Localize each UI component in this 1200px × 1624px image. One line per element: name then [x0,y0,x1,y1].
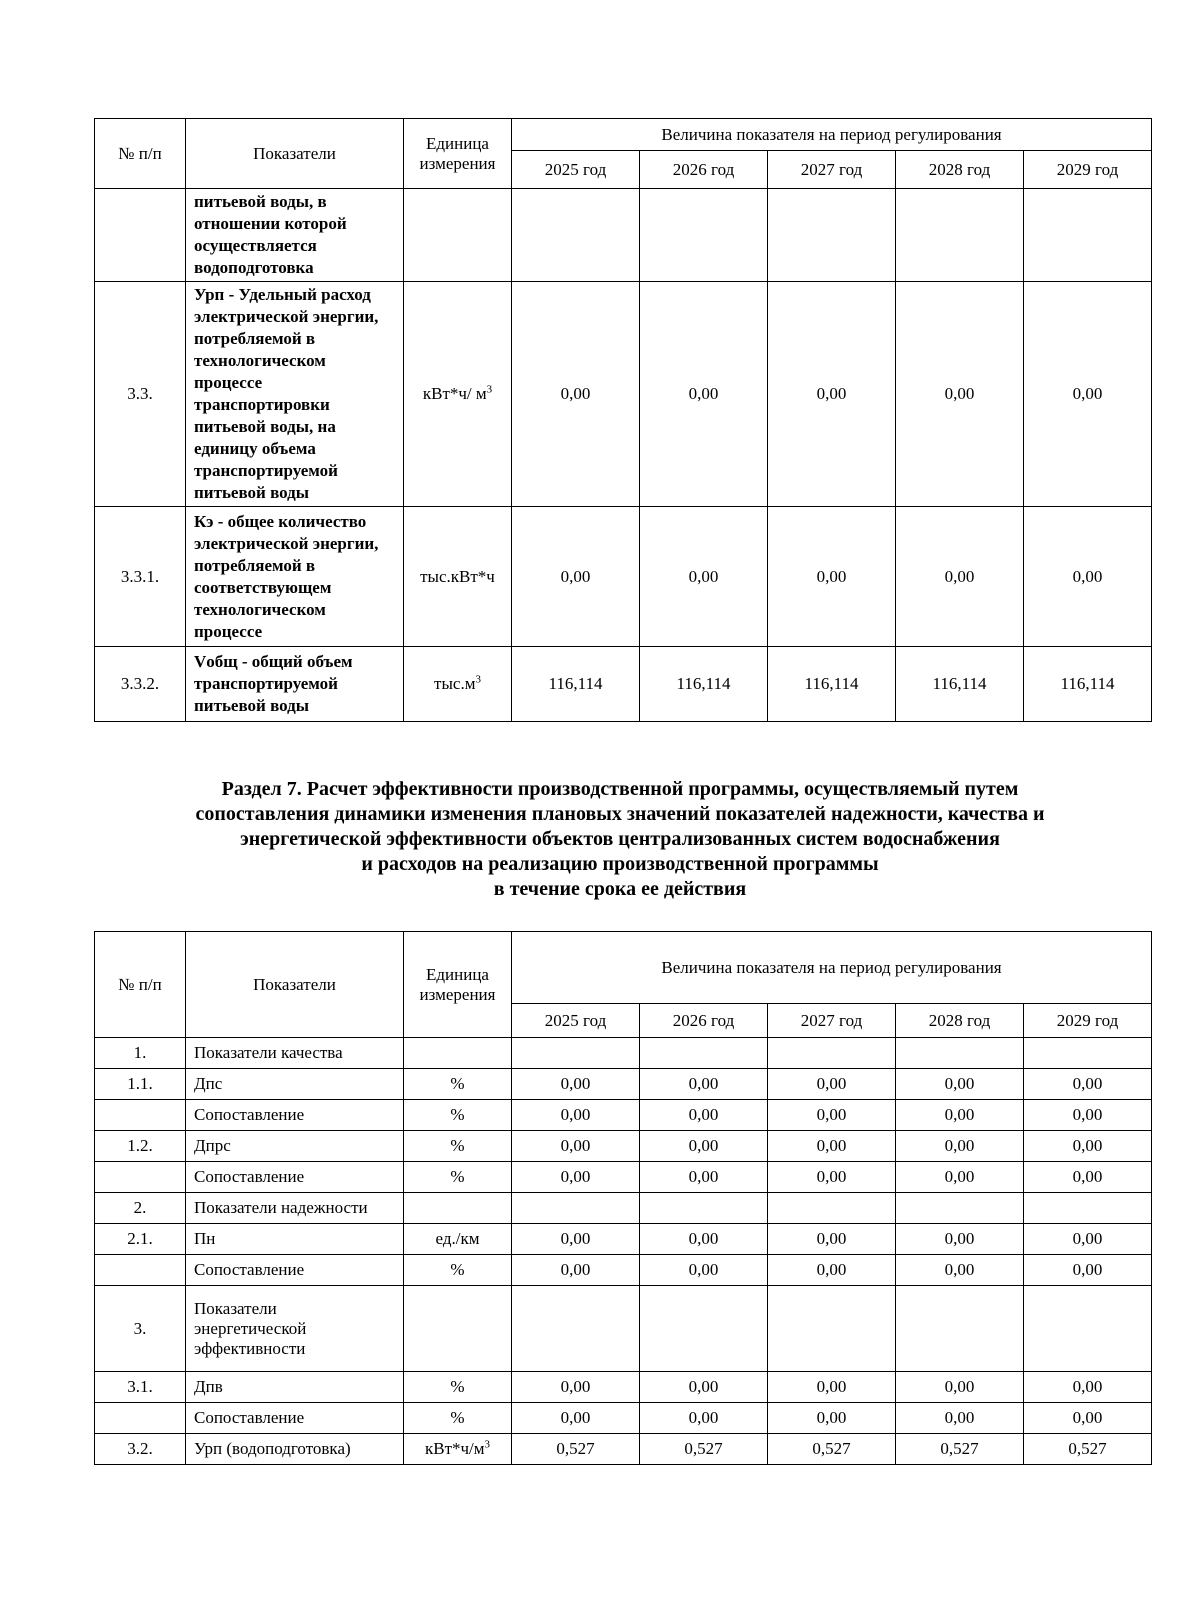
row-value: 0,00 [1024,1255,1152,1286]
section-7-title [60,777,1180,902]
table-row [95,1038,1152,1069]
header-year: 2027 год [768,1004,896,1038]
row-num: 1.1. [95,1069,186,1100]
row-value [896,1038,1024,1069]
header-year: 2025 год [512,151,640,189]
table-row [95,282,1152,507]
row-value: 0,00 [512,1162,640,1193]
row-name: Дпс [186,1069,404,1100]
row-value: 0,00 [640,1372,768,1403]
row-value: 0,00 [1024,282,1152,507]
row-unit: % [404,1131,512,1162]
table-row [95,1372,1152,1403]
row-unit: ед./км [404,1224,512,1255]
row-num: 2.1. [95,1224,186,1255]
row-value: 0,00 [768,282,896,507]
row-value: 0,00 [1024,1131,1152,1162]
row-value: 0,00 [1024,1162,1152,1193]
row-value: 0,00 [896,1224,1024,1255]
row-name: Урп - Удельный расход электрической энергии, потребляемой в технологическом процессе транспортировки питьевой воды, на единицу объема транспортируемой питьевой воды [186,282,404,507]
row-value: 0,00 [768,507,896,647]
row-num: 3.2. [95,1434,186,1465]
row-value [1024,189,1152,282]
row-value [1024,1286,1152,1372]
row-unit: % [404,1403,512,1434]
title-line: в течение срока ее действия [493,878,747,900]
row-unit [404,1286,512,1372]
table-row [95,1193,1152,1224]
row-value [1024,1038,1152,1069]
row-value: 0,527 [640,1434,768,1465]
row-value: 0,00 [1024,507,1152,647]
row-value [640,1193,768,1224]
row-value: 0,00 [640,1131,768,1162]
row-num [95,189,186,282]
row-value: 0,00 [512,1100,640,1131]
table-row [95,1434,1152,1465]
efficiency-table [94,931,1152,1465]
row-value: 0,527 [896,1434,1024,1465]
row-num [95,1162,186,1193]
row-value: 0,00 [896,1100,1024,1131]
row-num: 3.3.1. [95,507,186,647]
row-name: Урп (водоподготовка) [186,1434,404,1465]
row-value [640,1038,768,1069]
row-value: 0,00 [1024,1372,1152,1403]
row-value: 0,00 [896,282,1024,507]
row-unit: % [404,1100,512,1131]
row-value: 0,00 [1024,1100,1152,1131]
row-value [640,1286,768,1372]
header-year: 2028 год [896,151,1024,189]
header-year: 2029 год [1024,1004,1152,1038]
row-value: 0,00 [512,507,640,647]
row-value: 0,00 [768,1069,896,1100]
table-row [95,1069,1152,1100]
row-num: 2. [95,1193,186,1224]
row-value [768,1286,896,1372]
table-row [95,1162,1152,1193]
row-num: 3. [95,1286,186,1372]
row-unit: % [404,1255,512,1286]
row-num [95,1403,186,1434]
row-value: 0,00 [768,1162,896,1193]
row-value: 0,00 [896,1069,1024,1100]
table-row [95,1255,1152,1286]
row-value: 0,00 [640,1162,768,1193]
row-value [896,189,1024,282]
row-unit: % [404,1162,512,1193]
row-unit [404,189,512,282]
row-name: Vобщ - общий объем транспортируемой питьевой воды [186,647,404,722]
row-value: 0,00 [896,1162,1024,1193]
row-value: 0,00 [512,282,640,507]
row-name: Показатели качества [186,1038,404,1069]
row-num: 3.3. [95,282,186,507]
title-line: и расходов на реализацию производственной программы [361,853,879,875]
title-line: энергетической эффективности объектов централизованных систем водоснабжения [240,828,1000,850]
row-value [512,1038,640,1069]
row-value: 0,00 [768,1224,896,1255]
row-value: 0,00 [768,1131,896,1162]
table-row [95,507,1152,647]
table-row [95,1224,1152,1255]
row-value [640,189,768,282]
table-row [95,647,1152,722]
table-row [95,1286,1152,1372]
row-value: 0,00 [640,1255,768,1286]
header-year: 2025 год [512,1004,640,1038]
title-line: Раздел 7. Расчет эффективности производственной программы, осуществляемый путем [221,778,1019,800]
row-value: 0,00 [640,1224,768,1255]
header-year: 2026 год [640,151,768,189]
row-unit: % [404,1069,512,1100]
row-num: 3.1. [95,1372,186,1403]
row-value: 116,114 [512,647,640,722]
header-year: 2026 год [640,1004,768,1038]
row-name: Дпрс [186,1131,404,1162]
header-year: 2028 год [896,1004,1024,1038]
header-period: Величина показателя на период регулирования [512,119,1152,151]
row-value: 0,00 [512,1403,640,1434]
row-unit: $тыс.м^3$ [404,647,512,722]
header-num: № п/п [95,932,186,1038]
row-name: Сопоставление [186,1162,404,1193]
row-name: Сопоставление [186,1100,404,1131]
row-name: Дпв [186,1372,404,1403]
row-num: 1. [95,1038,186,1069]
row-value: 0,00 [896,1131,1024,1162]
row-unit [404,1038,512,1069]
row-name: Пн [186,1224,404,1255]
row-num: 3.3.2. [95,647,186,722]
row-value: 0,00 [768,1100,896,1131]
row-value: 0,00 [640,1100,768,1131]
header-indicators: Показатели [186,119,404,189]
row-value [512,189,640,282]
table-row [95,1403,1152,1434]
header-num: № п/п [95,119,186,189]
row-value: 0,00 [512,1255,640,1286]
row-value [896,1286,1024,1372]
row-num [95,1255,186,1286]
row-value: 0,00 [896,1403,1024,1434]
row-value: 0,527 [768,1434,896,1465]
table-row [95,1131,1152,1162]
indicators-table-continued [94,118,1152,722]
row-value: 0,00 [512,1224,640,1255]
row-value [768,1193,896,1224]
row-value: 0,00 [640,1069,768,1100]
table-row [95,1100,1152,1131]
row-value: 0,00 [768,1372,896,1403]
row-value: 0,00 [512,1131,640,1162]
header-year: 2029 год [1024,151,1152,189]
header-unit: Единица измерения [404,932,512,1038]
header-unit: Единица измерения [404,119,512,189]
row-value: 0,00 [896,1255,1024,1286]
row-value: 0,00 [640,507,768,647]
row-value: 0,00 [640,282,768,507]
row-value: 0,00 [896,507,1024,647]
row-value: 0,00 [768,1403,896,1434]
row-value: 0,00 [768,1255,896,1286]
row-value: 0,00 [1024,1224,1152,1255]
row-value: 116,114 [640,647,768,722]
row-value [768,189,896,282]
row-unit: тыс.кВт*ч [404,507,512,647]
row-name: Сопоставление [186,1403,404,1434]
row-value: 116,114 [1024,647,1152,722]
row-num: 1.2. [95,1131,186,1162]
row-name: Кэ - общее количество электрической энергии, потребляемой в соответствующем технологическом процессе [186,507,404,647]
row-value: 0,00 [640,1403,768,1434]
row-unit: % [404,1372,512,1403]
row-unit: кВт*ч/ $м^3$ [404,282,512,507]
row-value: 0,00 [1024,1069,1152,1100]
row-value [1024,1193,1152,1224]
row-value: 0,527 [512,1434,640,1465]
row-unit [404,1193,512,1224]
table-row [95,189,1152,282]
row-num [95,1100,186,1131]
title-line: сопоставления динамики изменения плановых значений показателей надежности, качества и [195,803,1045,825]
header-indicators: Показатели [186,932,404,1038]
row-value: 0,00 [512,1069,640,1100]
row-value: 0,00 [896,1372,1024,1403]
row-value [896,1193,1024,1224]
header-period: Величина показателя на период регулирования [512,932,1152,1004]
row-name: Сопоставление [186,1255,404,1286]
row-unit: $кВт*ч/м^3$ [404,1434,512,1465]
row-value: 0,527 [1024,1434,1152,1465]
row-name: Показатели надежности [186,1193,404,1224]
row-name: питьевой воды, в отношении которой осуществляется водоподготовка [186,189,404,282]
header-year: 2027 год [768,151,896,189]
row-value [512,1286,640,1372]
row-value [768,1038,896,1069]
row-value: 116,114 [768,647,896,722]
row-value: 116,114 [896,647,1024,722]
row-value: 0,00 [512,1372,640,1403]
row-value: 0,00 [1024,1403,1152,1434]
row-name: Показатели энергетической эффективности [186,1286,404,1372]
row-value [512,1193,640,1224]
